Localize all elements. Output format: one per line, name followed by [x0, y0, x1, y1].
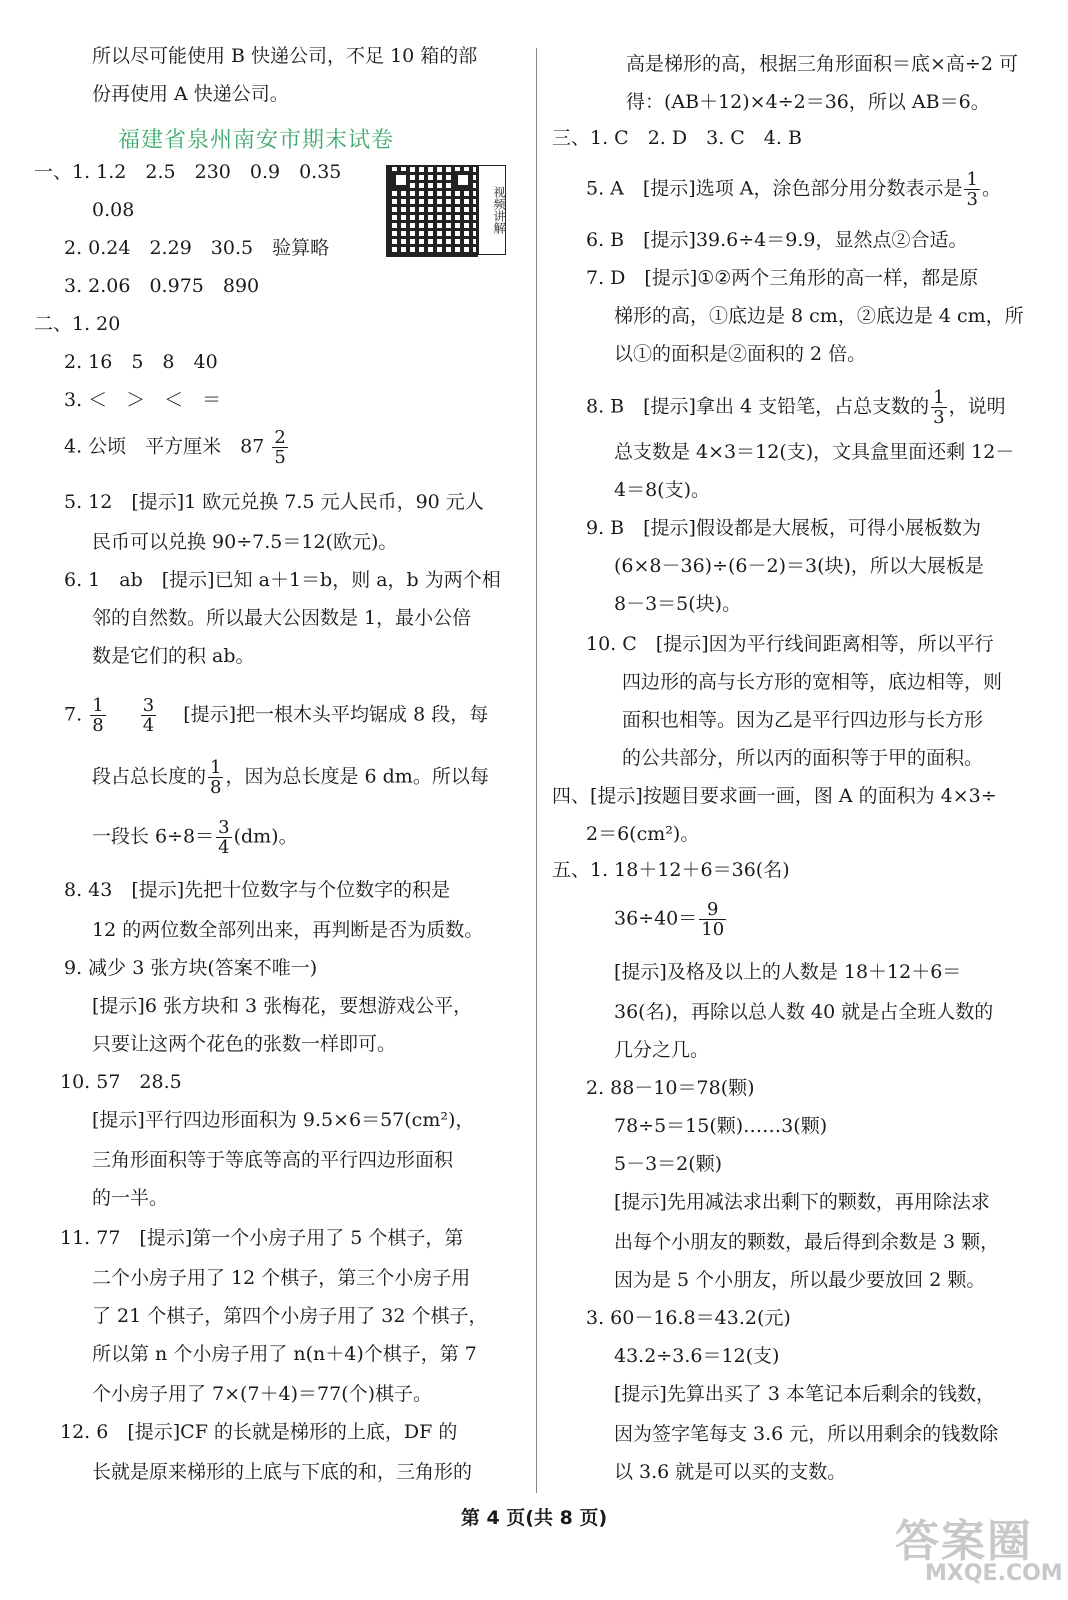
qr-label: 视频讲解 [478, 165, 506, 255]
answer-line: 总支数是 4×3＝12(支)，文具盒里面还剩 12－ [614, 441, 1015, 463]
fraction [141, 696, 156, 735]
answer-3-5 [586, 170, 1001, 209]
numerator: 1 [966, 169, 978, 190]
answer-line: 3. ＜ ＞ ＜ ＝ [64, 389, 222, 411]
answer-line: 4＝8(支)。 [614, 479, 711, 501]
answer-line: 2. 0.24 2.29 30.5 验算略 [64, 237, 330, 259]
answer-text: ，因为总长度是 6 dm。所以每 [225, 765, 489, 788]
answer-line: 43.2÷3.6＝12(支) [614, 1345, 780, 1367]
answer-line: 9. 减少 3 张方块(答案不唯一) [64, 957, 318, 979]
answer-line: 5. 12 [提示]1 欧元兑换 7.5 元人民币，90 元人 [64, 491, 484, 513]
fraction [964, 170, 979, 209]
answer-line: 只要让这两个花色的张数一样即可。 [92, 1033, 397, 1055]
numerator: 3 [142, 695, 155, 716]
answer-line: 所以尽可能使用 B 快递公司，不足 10 箱的部 [92, 45, 478, 67]
answer-line: 0.08 [92, 199, 135, 221]
answer-line: 以①的面积是②面积的 2 倍。 [614, 343, 867, 365]
answer-line: 高是梯形的高，根据三角形面积＝底×高÷2 可 [626, 53, 1018, 75]
answer-line: 个小房子用了 7×(7＋4)＝77(个)棋子。 [92, 1383, 433, 1405]
numerator: 2 [274, 427, 286, 448]
answer-line: [提示]及格及以上的人数是 18＋12＋6＝ [614, 961, 962, 983]
answer-line: 一、1. 1.2 2.5 230 0.9 0.35 [34, 161, 342, 183]
answer-2-4 [64, 428, 290, 467]
answer-line: 的一半。 [92, 1187, 169, 1209]
answer-line: 9. B [提示]假设都是大展板，可得小展板数为 [586, 517, 981, 539]
answer-line: [提示]平行四边形面积为 9.5×6＝57(cm²)， [92, 1109, 475, 1131]
answer-text: 。 [981, 177, 1001, 200]
answer-line: 以 3.6 就是可以买的支数。 [614, 1461, 847, 1483]
answer-2-7-line2 [92, 758, 489, 797]
answer-text: [提示]把一根木头平均锯成 8 段，每 [183, 703, 489, 726]
answer-line: 二、1. 20 [34, 313, 121, 335]
answer-line: (6×8－36)÷(6－2)＝3(块)，所以大展板是 [614, 555, 984, 577]
denominator: 4 [218, 837, 230, 858]
answer-line: 长就是原来梯形的上底与下底的和，三角形的 [92, 1461, 473, 1483]
answer-line: 几分之几。 [614, 1039, 710, 1061]
fraction [90, 696, 105, 735]
fraction [699, 900, 726, 939]
answer-line: 份再使用 A 快递公司。 [92, 83, 289, 105]
answer-line: 3. 60－16.8＝43.2(元) [586, 1307, 791, 1329]
numerator: 1 [210, 757, 222, 778]
answer-line: 五、1. 18＋12＋6＝36(名) [552, 859, 790, 881]
page-footer: 第 4 页(共 8 页) [460, 1507, 608, 1529]
denominator: 10 [701, 919, 725, 940]
denominator: 3 [933, 407, 945, 428]
answer-line: 梯形的高，①底边是 8 cm，②底边是 4 cm，所 [614, 305, 1024, 327]
answer-line: 10. C [提示]因为平行线间距离相等，所以平行 [586, 633, 994, 655]
qr-code-icon [386, 165, 478, 257]
answer-line: 因为签字笔每支 3.6 元，所以用剩余的钱数除 [614, 1423, 999, 1445]
answer-5-1-line2 [614, 900, 728, 939]
answer-line: 8. 43 [提示]先把十位数字与个位数字的积是 [64, 879, 451, 901]
answer-line: 民币可以兑换 90÷7.5＝12(欧元)。 [92, 531, 398, 553]
section-title: 福建省泉州南安市期末试卷 [118, 128, 395, 153]
answer-line: 得：(AB＋12)×4÷2＝36，所以 AB＝6。 [626, 91, 990, 113]
answer-2-7-line3 [92, 818, 298, 857]
denominator: 3 [966, 189, 978, 210]
fraction [216, 818, 231, 857]
answer-line: 12 的两位数全部列出来，再判断是否为质数。 [92, 919, 484, 941]
answer-line: 的公共部分，所以丙的面积等于甲的面积。 [622, 747, 984, 769]
answer-line: 邻的自然数。所以最大公因数是 1，最小公倍 [92, 607, 472, 629]
answer-line: 了 21 个棋子，第四个小房子用了 32 个棋子， [92, 1305, 488, 1327]
answer-line: 三角形面积等于等底等高的平行四边形面积 [92, 1149, 454, 1171]
answer-line: [提示]6 张方块和 3 张梅花，要想游戏公平， [92, 995, 473, 1017]
answer-line: 12. 6 [提示]CF 的长就是梯形的上底，DF 的 [60, 1421, 458, 1443]
answer-3-8 [586, 388, 1006, 427]
denominator: 8 [92, 715, 104, 736]
answer-line: [提示]先用减法求出剩下的颗数，再用除法求 [614, 1191, 990, 1213]
answer-line: 面积也相等。因为乙是平行四边形与长方形 [622, 709, 984, 731]
watermark [895, 1505, 1063, 1593]
answer-line: 6. B [提示]39.6÷4＝9.9，显然点②合适。 [586, 229, 968, 251]
answer-line: [提示]先算出买了 3 本笔记本后剩余的钱数， [614, 1383, 995, 1405]
answer-line: 11. 77 [提示]第一个小房子用了 5 个棋子，第 [60, 1227, 464, 1249]
answer-text: 4. 公顷 平方厘米 87 [64, 435, 265, 458]
answer-line: 2. 88－10＝78(颗) [586, 1077, 755, 1099]
answer-line: 二个小房子用了 12 个棋子，第三个小房子用 [92, 1267, 471, 1289]
answer-line: 5－3＝2(颗) [614, 1153, 723, 1175]
answer-line: 三、1. C 2. D 3. C 4. B [552, 127, 802, 149]
answer-line: 8－3＝5(块)。 [614, 593, 742, 615]
denominator: 4 [142, 715, 155, 736]
answer-number: 7. [64, 703, 83, 726]
answer-line: 36(名)，再除以总人数 40 就是占全班人数的 [614, 1001, 994, 1023]
answer-text: 36÷40＝ [614, 907, 698, 930]
answer-line: 因为是 5 个小朋友，所以最少要放回 2 颗。 [614, 1269, 986, 1291]
answer-line: 出每个小朋友的颗数，最后得到余数是 3 颗， [614, 1231, 1000, 1253]
answer-line: 2＝6(cm²)。 [586, 823, 700, 845]
answer-text: ，说明 [948, 395, 1006, 418]
answer-line: 3. 2.06 0.975 890 [64, 275, 260, 297]
answer-text: 8. B [提示]拿出 4 支铅笔，占总支数的 [586, 395, 930, 418]
answer-line: 四边形的高与长方形的宽相等，底边相等，则 [622, 671, 1003, 693]
answer-text: 5. A [提示]选项 A，涂色部分用分数表示是 [586, 177, 963, 200]
answer-line: 7. D [提示]①②两个三角形的高一样，都是原 [586, 267, 979, 289]
numerator: 1 [933, 387, 945, 408]
watermark-logo: 答案圈 [895, 1516, 1033, 1567]
answer-line: 四、[提示]按题目要求画一画，图 A 的面积为 4×3÷ [552, 785, 997, 807]
answer-line: 10. 57 28.5 [60, 1071, 182, 1093]
denominator: 8 [210, 777, 222, 798]
answer-2-7 [64, 696, 488, 735]
fraction [272, 428, 287, 467]
answer-text: 段占总长度的 [92, 765, 207, 788]
answer-text: (dm)。 [233, 825, 298, 848]
column-divider [536, 48, 537, 1493]
numerator: 3 [218, 817, 230, 838]
answer-line: 数是它们的积 ab。 [92, 645, 255, 667]
answer-line: 2. 16 5 8 40 [64, 351, 218, 373]
denominator: 5 [274, 447, 286, 468]
fraction [931, 388, 946, 427]
numerator: 1 [92, 695, 104, 716]
answer-line: 78÷5＝15(颗)……3(颗) [614, 1115, 828, 1137]
numerator: 9 [699, 900, 726, 920]
answer-text: 一段长 6÷8＝ [92, 825, 215, 848]
answer-line: 6. 1 ab [提示]已知 a＋1＝b，则 a，b 为两个相 [64, 569, 501, 591]
answer-line: 所以第 n 个小房子用了 n(n＋4)个棋子，第 7 [92, 1343, 477, 1365]
watermark-url: MXQE.COM [925, 1561, 1063, 1586]
fraction [208, 758, 223, 797]
